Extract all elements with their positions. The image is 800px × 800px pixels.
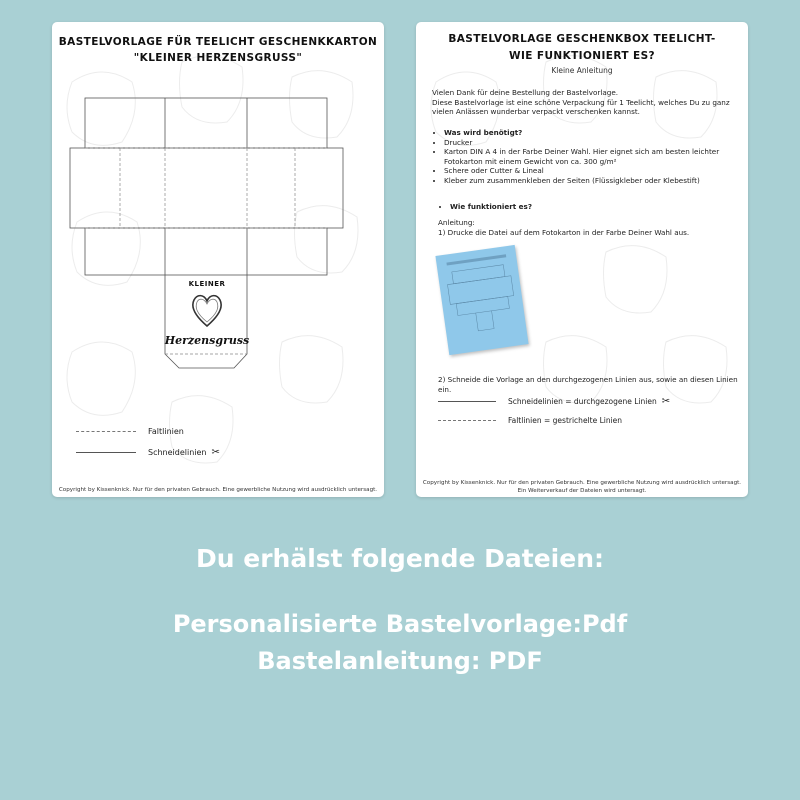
box-template-diagram [52, 22, 384, 497]
legend-cut-row [76, 447, 220, 458]
mini-template-diagram [435, 245, 528, 355]
sheet-title-line2: "KLEINER HERZENSGRUSS" [133, 52, 303, 64]
intro-line2: Diese Bastelvorlage ist eine schöne Verpackung für 1 Teelicht, welches Du zu ganz vielen Anlässen wunderbar verpackt verschenken kannst. [432, 97, 730, 117]
anleitung-label: Anleitung: [438, 218, 475, 227]
needed-item: • Kleber zum zusammenkleben der Seiten (Flüssigkleber oder Klebestift) [444, 176, 736, 186]
label-herzensgruss: Herzensgruss [164, 334, 250, 347]
file-item-instructions: Bastelanleitung: PDF [257, 647, 543, 675]
legend-cut-row [438, 396, 670, 407]
needed-item: • Schere oder Cutter & Lineal [444, 166, 736, 176]
sheet-footer: Copyright by Kissenknick. Nur für den privaten Gebrauch. Eine gewerbliche Nutzung wird ausdrücklich untersagt. [58, 487, 378, 493]
instructions-sheet [416, 22, 748, 497]
needed-heading: • Was wird benötigt? [444, 128, 736, 138]
dashed-line-sample [76, 431, 136, 432]
step2-text: 2) Schneide die Vorlage an den durchgezogenen Linien aus, sowie an diesen Linien ein. [438, 375, 738, 394]
heart-icon [190, 292, 224, 330]
legend-cut-label: Schneidelinien [148, 448, 207, 457]
anleitung-section [438, 218, 738, 237]
dashed-line-sample [438, 420, 496, 421]
sheet-title-line1: BASTELVORLAGE GESCHENKBOX TEELICHT- [448, 33, 716, 45]
footer-line1: Copyright by Kissenknick. Nur für den privaten Gebrauch. Eine gewerbliche Nutzung wird ausdrücklich untersagt. [422, 480, 742, 486]
how-section [436, 202, 736, 212]
legend-fold-row [438, 416, 622, 425]
template-sheet [52, 22, 384, 497]
needed-item: • Drucker [444, 138, 736, 148]
footer-line2: Ein Weiterverkauf der Dateien wird untersagt. [517, 488, 647, 494]
legend-fold-label: Faltlinien = gestrichelte Linien [508, 416, 623, 425]
intro-text [432, 88, 738, 117]
legend-fold-label: Faltlinien [148, 427, 184, 436]
file-item-template: Personalisierte Bastelvorlage:Pdf [172, 610, 628, 638]
sheet-title-line2: WIE FUNKTIONIERT ES? [508, 50, 656, 62]
scissors-icon: ✂ [211, 447, 220, 458]
needed-section [430, 128, 736, 186]
legend-cut-label: Schneidelinien = durchgezogene Linien [508, 397, 657, 406]
needed-item: • Karton DIN A 4 in der Farbe Deiner Wahl. Hier eignet sich am besten leichter Fotokarton mit einem Gewicht von ca. 300 g/m² [444, 147, 736, 166]
legend-fold-row [76, 427, 184, 436]
sheet-title-line1: BASTELVORLAGE FÜR TEELICHT GESCHENKKARTON [58, 36, 378, 48]
step1-text: 1) Drucke die Datei auf dem Fotokarton in der Farbe Deiner Wahl aus. [438, 227, 690, 237]
sheet-footer [416, 479, 748, 495]
label-kleiner: KLEINER [188, 280, 226, 288]
intro-line1: Vielen Dank für deine Bestellung der Bastelvorlage. [432, 88, 619, 97]
printed-template-preview-image [435, 245, 528, 355]
how-heading: • Wie funktioniert es? [450, 202, 736, 212]
solid-line-sample [438, 401, 496, 402]
files-heading: Du erhälst folgende Dateien: [196, 544, 604, 573]
solid-line-sample [76, 452, 136, 453]
scissors-icon: ✂ [661, 396, 671, 407]
sheet-subtitle: Kleine Anleitung [551, 66, 613, 75]
